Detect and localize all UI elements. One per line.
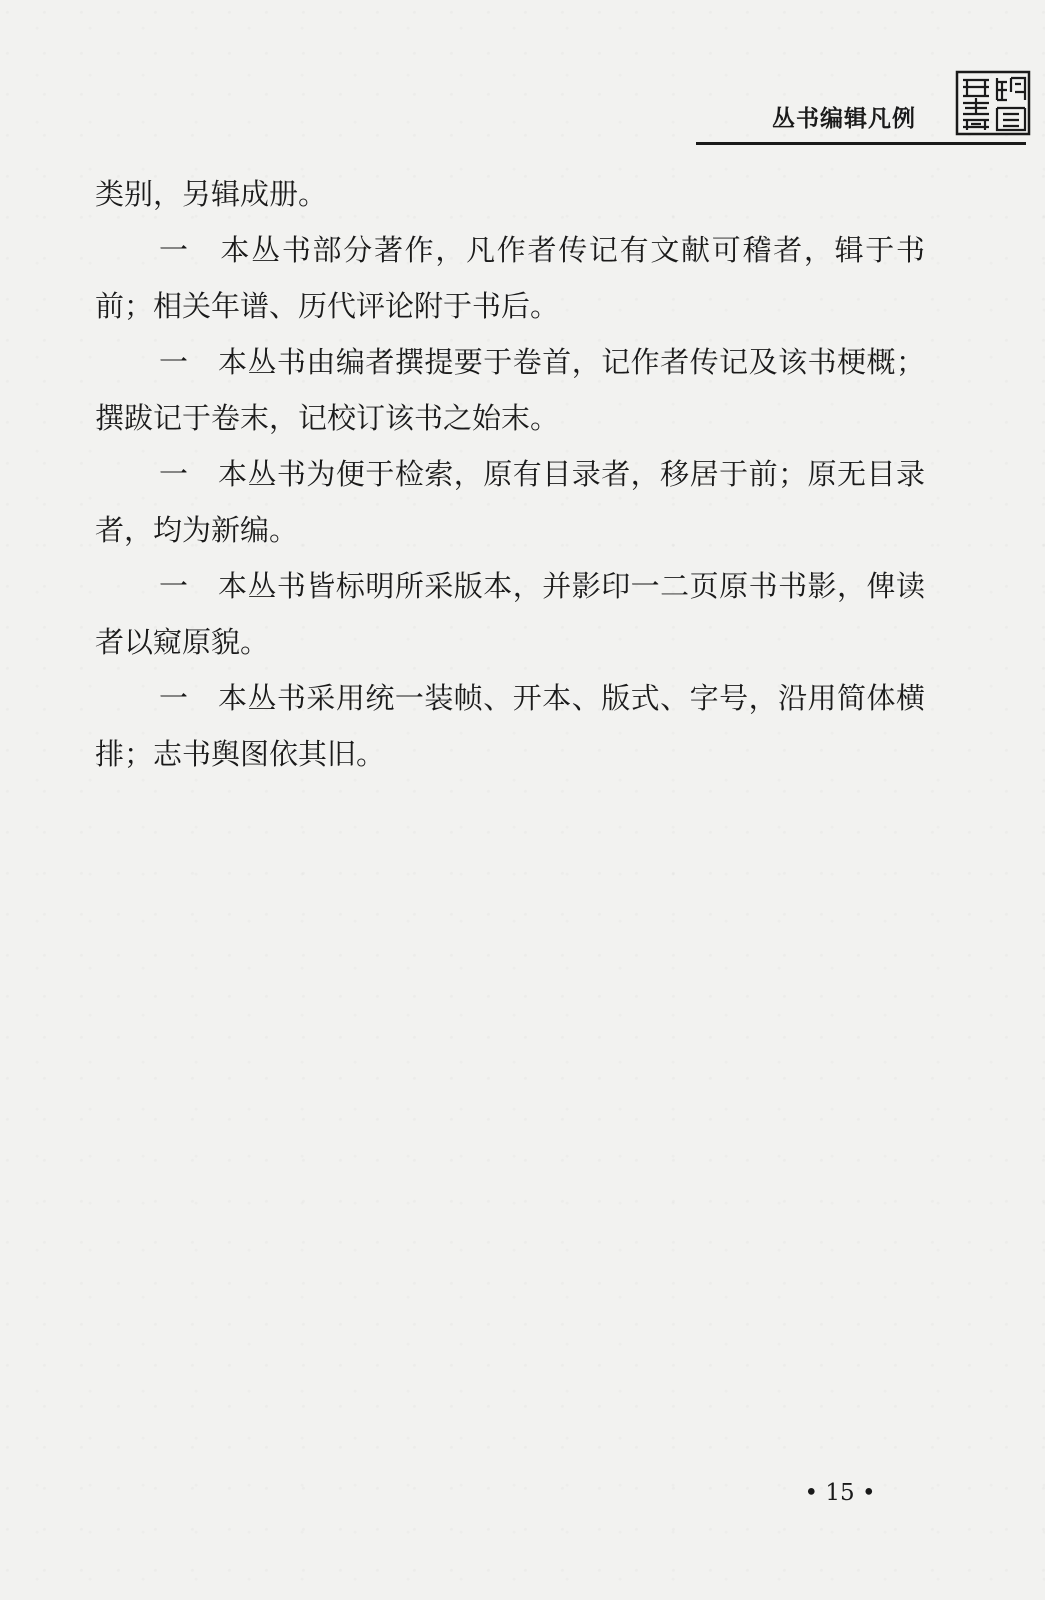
paragraph-item: 一 本丛书为便于检索，原有目录者，移居于前；原无目录者，均为新编。 [95, 457, 925, 547]
paragraph-item: 一 本丛书由编者撰提要于卷首，记作者传记及该书梗概；撰跋记于卷末，记校订该书之始末。 [95, 345, 925, 435]
paragraph-item: 一 本丛书部分著作，凡作者传记有文献可稽者，辑于书前；相关年谱、历代评论附于书后。 [95, 233, 925, 323]
seal-stamp-icon [955, 70, 1031, 136]
paragraph-item: 一 本丛书采用统一装帧、开本、版式、字号，沿用简体横排；志书舆图依其旧。 [95, 681, 925, 771]
paragraph-item: 一 本丛书皆标明所采版本，并影印一二页原书书影，俾读者以窥原貌。 [95, 569, 925, 659]
page-number: • 15 • [804, 1480, 876, 1506]
running-head-rule [696, 142, 1026, 145]
paragraph-continuation: 类别，另辑成册。 [95, 177, 328, 211]
running-head-title: 丛书编辑凡例 [772, 106, 916, 132]
body-text [95, 166, 925, 782]
